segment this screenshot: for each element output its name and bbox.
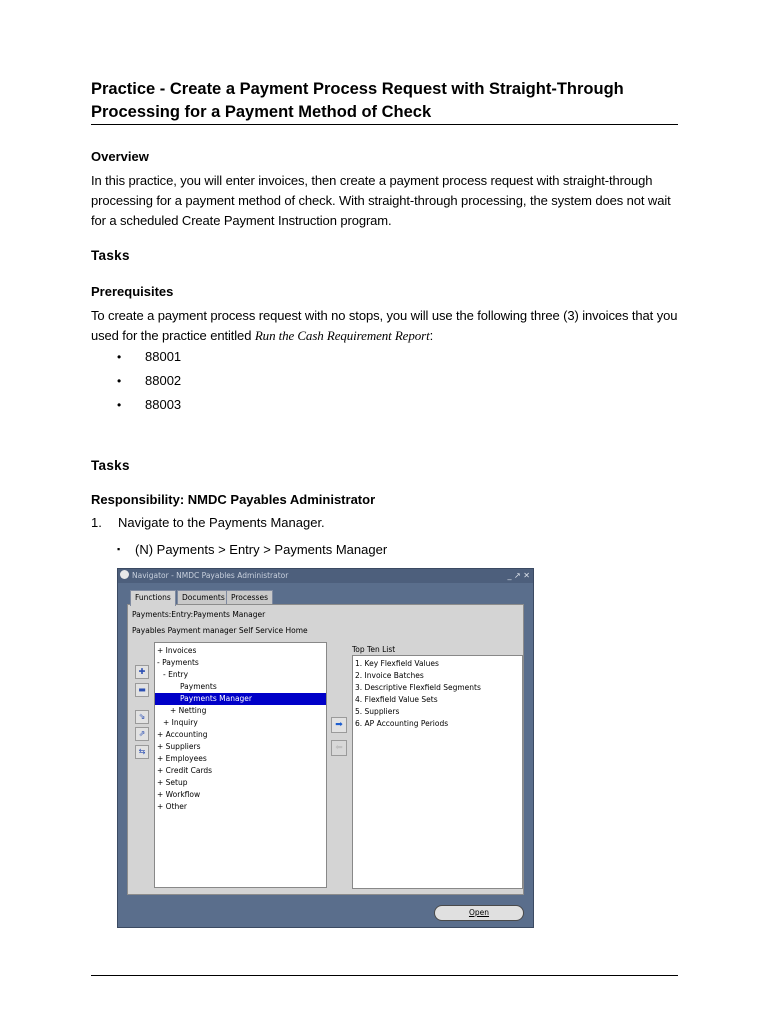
tree-item-label: + Netting — [170, 706, 207, 715]
tree-item-payments[interactable] — [155, 657, 326, 669]
list-item — [117, 347, 181, 371]
tree-item-label: + Workflow — [157, 790, 201, 799]
tree-item-invoices[interactable] — [155, 645, 326, 657]
top-ten-list — [352, 655, 523, 889]
function-path: Payments:Entry:Payments Manager — [132, 610, 266, 619]
tree-item-label: + Employees — [157, 754, 207, 763]
remove-from-list-icon: ⬅ — [331, 740, 347, 756]
overview-paragraph: In this practice, you will enter invoices, then create a payment process request with straight-through processing for a payment method of check. With straight-through processing, the system does not wait for a scheduled Create Payment Instruction program. — [91, 173, 671, 228]
top-ten-label: Top Ten List — [352, 645, 396, 654]
step-1 — [91, 515, 325, 530]
tree-item-credit-cards[interactable] — [155, 765, 326, 777]
list-item — [117, 371, 181, 395]
top-ten-item[interactable]: 4. Flexfield Value Sets — [355, 695, 438, 704]
tab-functions[interactable]: Functions — [130, 590, 176, 606]
tab-documents[interactable]: Documents — [177, 590, 230, 605]
invoice-number: 88001 — [145, 349, 182, 364]
tree-item-payments-manager[interactable] — [155, 693, 326, 705]
list-item — [117, 395, 181, 419]
top-ten-item[interactable]: 1. Key Flexfield Values — [355, 659, 439, 668]
open-button[interactable] — [434, 905, 524, 921]
prerequisites-heading: Prerequisites — [91, 284, 174, 299]
window-title: Navigator - NMDC Payables Administrator — [132, 571, 289, 580]
tree-item-payments-form[interactable] — [155, 681, 326, 693]
function-description: Payables Payment manager Self Service Home — [132, 626, 308, 635]
prereq-text: To create a payment process request with no stops, you will use the following three (3) invoices that you used for the practice entitled — [91, 308, 678, 343]
practice-reference: Run the Cash Requirement Report — [254, 328, 430, 343]
step-number: 1. — [91, 515, 102, 530]
tree-item-setup[interactable] — [155, 777, 326, 789]
title-divider — [91, 124, 678, 125]
expand-all-icon[interactable]: ⇗ — [135, 727, 149, 741]
tab-processes[interactable]: Processes — [226, 590, 273, 605]
bullet-icon: • — [117, 374, 122, 388]
navigation-path — [117, 542, 387, 557]
tree-item-label: + Setup — [157, 778, 188, 787]
window-title-bar — [118, 569, 533, 583]
expand-icon[interactable]: ✚ — [135, 665, 149, 679]
expand-branch-icon[interactable]: ⇘ — [135, 710, 149, 724]
tree-item-netting[interactable] — [155, 705, 326, 717]
footer-divider — [91, 975, 678, 976]
prerequisites-paragraph — [91, 306, 686, 346]
tree-item-other[interactable] — [155, 801, 326, 813]
invoice-list — [117, 347, 181, 419]
tree-item-workflow[interactable] — [155, 789, 326, 801]
window-controls[interactable]: _ ↗ ✕ — [507, 571, 530, 580]
function-tree — [154, 642, 327, 888]
invoice-number: 88003 — [145, 397, 182, 412]
top-ten-item[interactable]: 6. AP Accounting Periods — [355, 719, 449, 728]
tree-item-employees[interactable] — [155, 753, 326, 765]
tree-item-label: - Payments — [157, 658, 199, 667]
tree-item-label: + Other — [157, 802, 187, 811]
top-ten-item[interactable]: 5. Suppliers — [355, 707, 400, 716]
tree-item-label: + Accounting — [157, 730, 208, 739]
tree-item-label: Payments Manager — [180, 694, 253, 703]
overview-heading: Overview — [91, 149, 149, 164]
collapse-icon[interactable]: ▬ — [135, 683, 149, 697]
tree-item-entry[interactable] — [155, 669, 326, 681]
tree-item-inquiry[interactable] — [155, 717, 326, 729]
functions-panel — [127, 604, 524, 895]
tree-item-label: + Invoices — [157, 646, 197, 655]
tree-item-accounting[interactable] — [155, 729, 326, 741]
top-ten-item[interactable]: 3. Descriptive Flexfield Segments — [355, 683, 481, 692]
bullet-icon: • — [117, 350, 122, 364]
prereq-colon: : — [429, 328, 434, 343]
navigation-path-text: (N) Payments > Entry > Payments Manager — [135, 542, 388, 557]
bullet-icon: • — [117, 398, 122, 412]
step-text: Navigate to the Payments Manager. — [118, 515, 325, 530]
page-title: Practice - Create a Payment Process Request with Straight-Through Processing for a Payment Method of Check — [91, 80, 624, 121]
invoice-number: 88002 — [145, 373, 182, 388]
tree-item-label: + Suppliers — [157, 742, 201, 751]
collapse-all-icon[interactable]: ⇆ — [135, 745, 149, 759]
tree-item-suppliers[interactable] — [155, 741, 326, 753]
tree-item-label: + Credit Cards — [157, 766, 213, 775]
oracle-logo-icon — [120, 570, 129, 579]
open-button-label: Open — [468, 908, 490, 917]
responsibility-heading: Responsibility: NMDC Payables Administrator — [91, 492, 376, 507]
tasks-heading-2: Tasks — [91, 458, 130, 473]
navigator-window — [117, 568, 534, 928]
tree-item-label: - Entry — [163, 670, 189, 679]
square-bullet-icon: ▪ — [117, 544, 121, 554]
top-ten-item[interactable]: 2. Invoice Batches — [355, 671, 424, 680]
add-to-list-icon[interactable]: ➡ — [331, 717, 347, 733]
tasks-heading: Tasks — [91, 248, 130, 263]
tree-item-label: Payments — [180, 682, 217, 691]
tree-item-label: + Inquiry — [163, 718, 198, 727]
